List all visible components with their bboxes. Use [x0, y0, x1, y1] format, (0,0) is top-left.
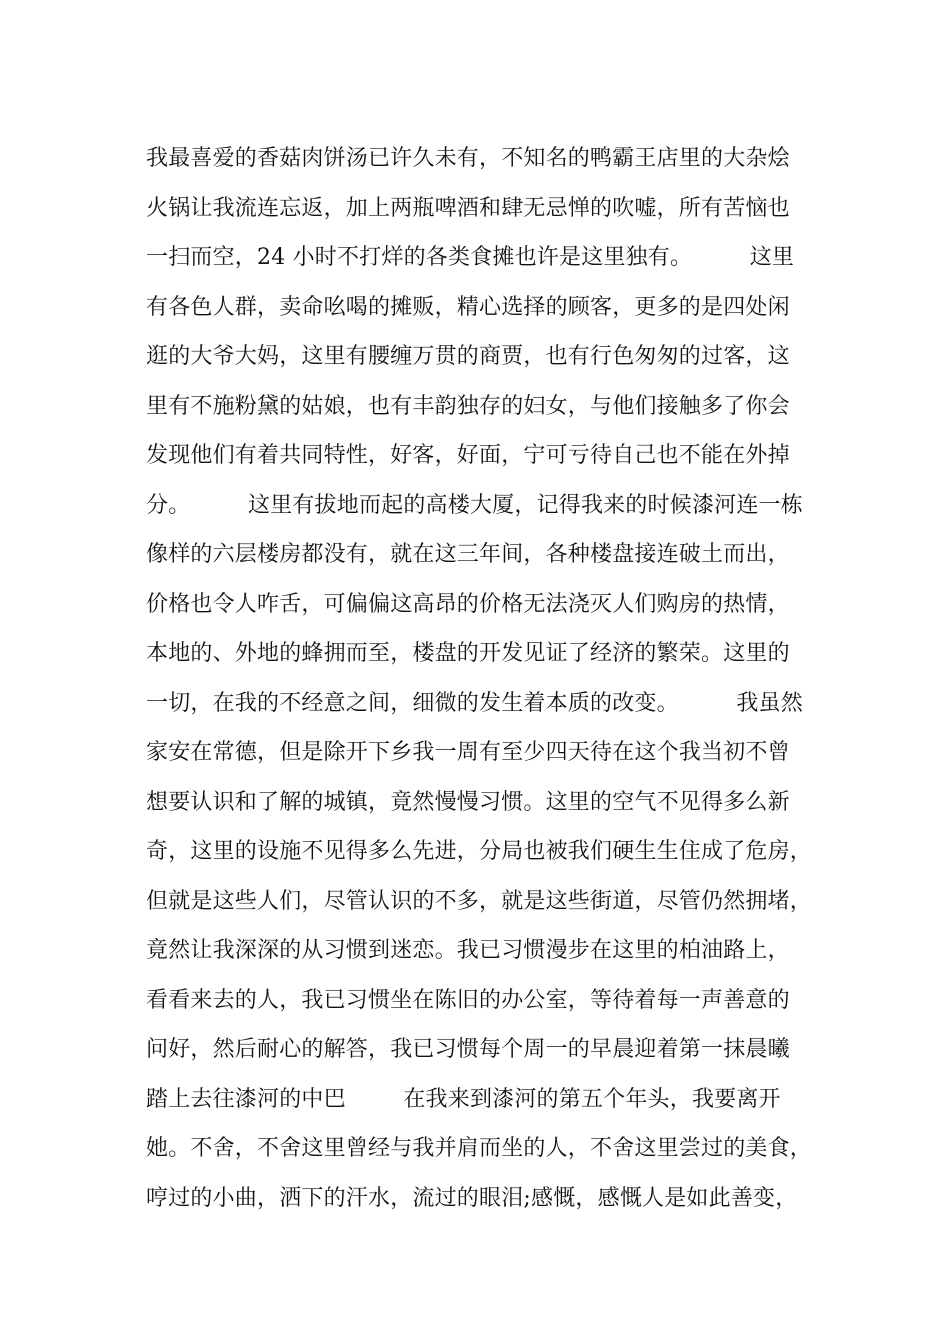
text-line: 竟然让我深深的从习惯到迷恋。我已习惯漫步在这里的柏油路上，: [146, 938, 790, 963]
text-line: 发现他们有着共同特性，好客，好面，宁可亏待自己也不能在外掉: [146, 443, 790, 468]
text-line: 分。 这里有拔地而起的高楼大厦，记得我来的时候漆河连一栋: [146, 492, 803, 518]
text-line: 逛的大爷大妈，这里有腰缠万贯的商贾，也有行色匆匆的过客，这: [146, 344, 790, 369]
text-line: 但就是这些人们，尽管认识的不多，就是这些街道，尽管仍然拥堵，: [146, 888, 813, 914]
text-line: 有各色人群，卖命吆喝的摊贩，精心选择的顾客，更多的是四处闲: [146, 294, 790, 320]
text-line: 奇，这里的设施不见得多么先进，分局也被我们硬生生住成了危房，: [146, 839, 813, 864]
text-line: 我最喜爱的香菇肉饼汤已许久未有，不知名的鸭霸王店里的大杂烩: [146, 146, 790, 171]
text-line: 她。不舍，不舍这里曾经与我并肩而坐的人，不舍这里尝过的美食，: [146, 1136, 813, 1161]
text-line: 里有不施粉黛的姑娘，也有丰韵独存的妇女，与他们接触多了你会: [146, 393, 790, 419]
text-line: 哼过的小曲，洒下的汗水，流过的眼泪;感慨，感慨人是如此善变，: [146, 1185, 798, 1211]
text-line: 像样的六层楼房都没有，就在这三年间，各种楼盘接连破土而出，: [146, 542, 790, 567]
text-line: 看看来去的人，我已习惯坐在陈旧的办公室，等待着每一声善意的: [146, 987, 790, 1013]
text-line: 一切，在我的不经意之间，细微的发生着本质的改变。 我虽然: [146, 690, 803, 716]
text-line: 一扫而空，24 小时不打烊的各类食摊也许是这里独有。 这里: [146, 245, 795, 270]
text-line: 本地的、外地的蜂拥而至，楼盘的开发见证了经济的繁荣。这里的: [146, 641, 790, 666]
text-line: 火锅让我流连忘返，加上两瓶啤酒和肆无忌惮的吹嘘，所有苦恼也: [146, 195, 790, 221]
text-line: 想要认识和了解的城镇，竟然慢慢习惯。这里的空气不见得多么新: [146, 789, 790, 815]
body-text: [146, 134, 846, 1223]
text-line: 问好，然后耐心的解答，我已习惯每个周一的早晨迎着第一抹晨曦: [146, 1037, 790, 1062]
text-line: 踏上去往漆河的中巴 在我来到漆河的第五个年头，我要离开: [146, 1086, 781, 1112]
text-line: 价格也令人咋舌，可偏偏这高昂的价格无法浇灭人们购房的热情，: [146, 591, 790, 617]
text-line: 家安在常德，但是除开下乡我一周有至少四天待在这个我当初不曾: [146, 740, 790, 765]
